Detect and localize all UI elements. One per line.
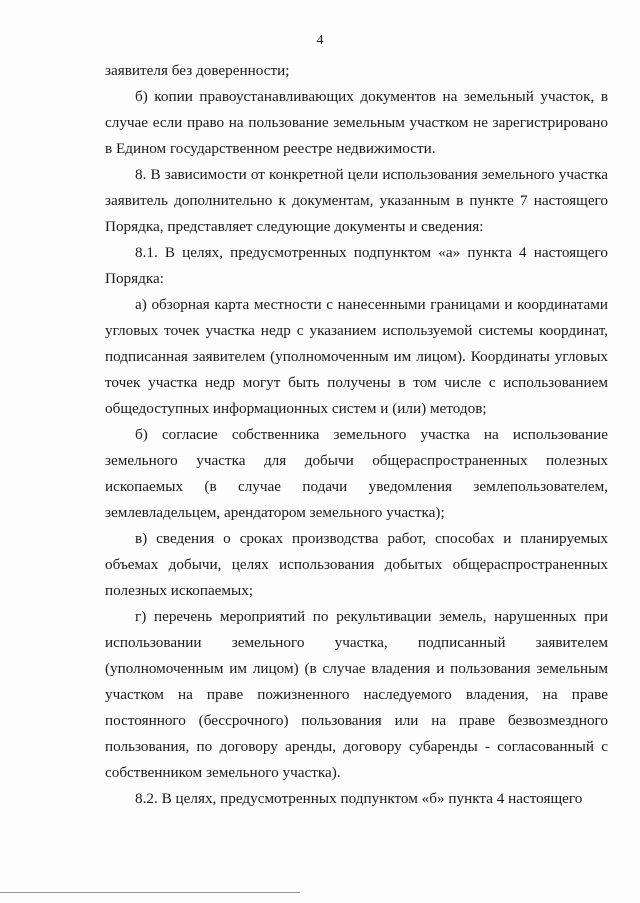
- paragraph-subitem-v: в) сведения о сроках производства работ, способах и планируемых объемах добычи, целях использования добытых общераспространенных полезных ископаемых;: [105, 530, 608, 599]
- footnote-divider: [0, 892, 300, 893]
- paragraph-applicant-no-poa: заявителя без доверенности;: [105, 62, 290, 79]
- paragraph-subitem-a: а) обзорная карта местности с нанесенными границами и координатами угловых точек участка недр с указанием используемой системы координат, подписанная заявителем (уполномоченным им лицом). Координаты угловых точек участка недр могут быть получены в том числе с использованием общедоступных информационных систем и (или) методов;: [105, 296, 608, 417]
- document-body: [105, 58, 608, 812]
- paragraph-item-8-1: 8.1. В целях, предусмотренных подпунктом «а» пункта 4 настоящего Порядка:: [105, 244, 608, 287]
- paragraph-subitem-b: б) согласие собственника земельного участка на использование земельного участка для добычи общераспространенных полезных ископаемых (в случае подачи уведомления землепользователем, землевладельцем, арендатором земельного участка);: [105, 426, 608, 521]
- paragraph-title-documents: б) копии правоустанавливающих документов на земельный участок, в случае если право на пользование земельным участком не зарегистрировано в Едином государственном реестре недвижимости.: [105, 88, 608, 157]
- paragraph-item-8-2: 8.2. В целях, предусмотренных подпунктом «б» пункта 4 настоящего: [135, 790, 583, 807]
- paragraph-item-8: 8. В зависимости от конкретной цели использования земельного участка заявитель дополнительно к документам, указанным в пункте 7 настоящего Порядка, представляет следующие документы и сведения:: [105, 166, 608, 235]
- paragraph-subitem-g: г) перечень мероприятий по рекультивации земель, нарушенных при использовании земельного участка, подписанный заявителем (уполномоченным им лицом) (в случае владения и пользования земельным участком на праве пожизненного наследуемого владения, на праве постоянного (бессрочного) пользования или на праве безвозмездного пользования, по договору аренды, договору субаренды - согласованный с собственником земельного участка).: [105, 608, 608, 781]
- page-number: 4: [316, 33, 324, 48]
